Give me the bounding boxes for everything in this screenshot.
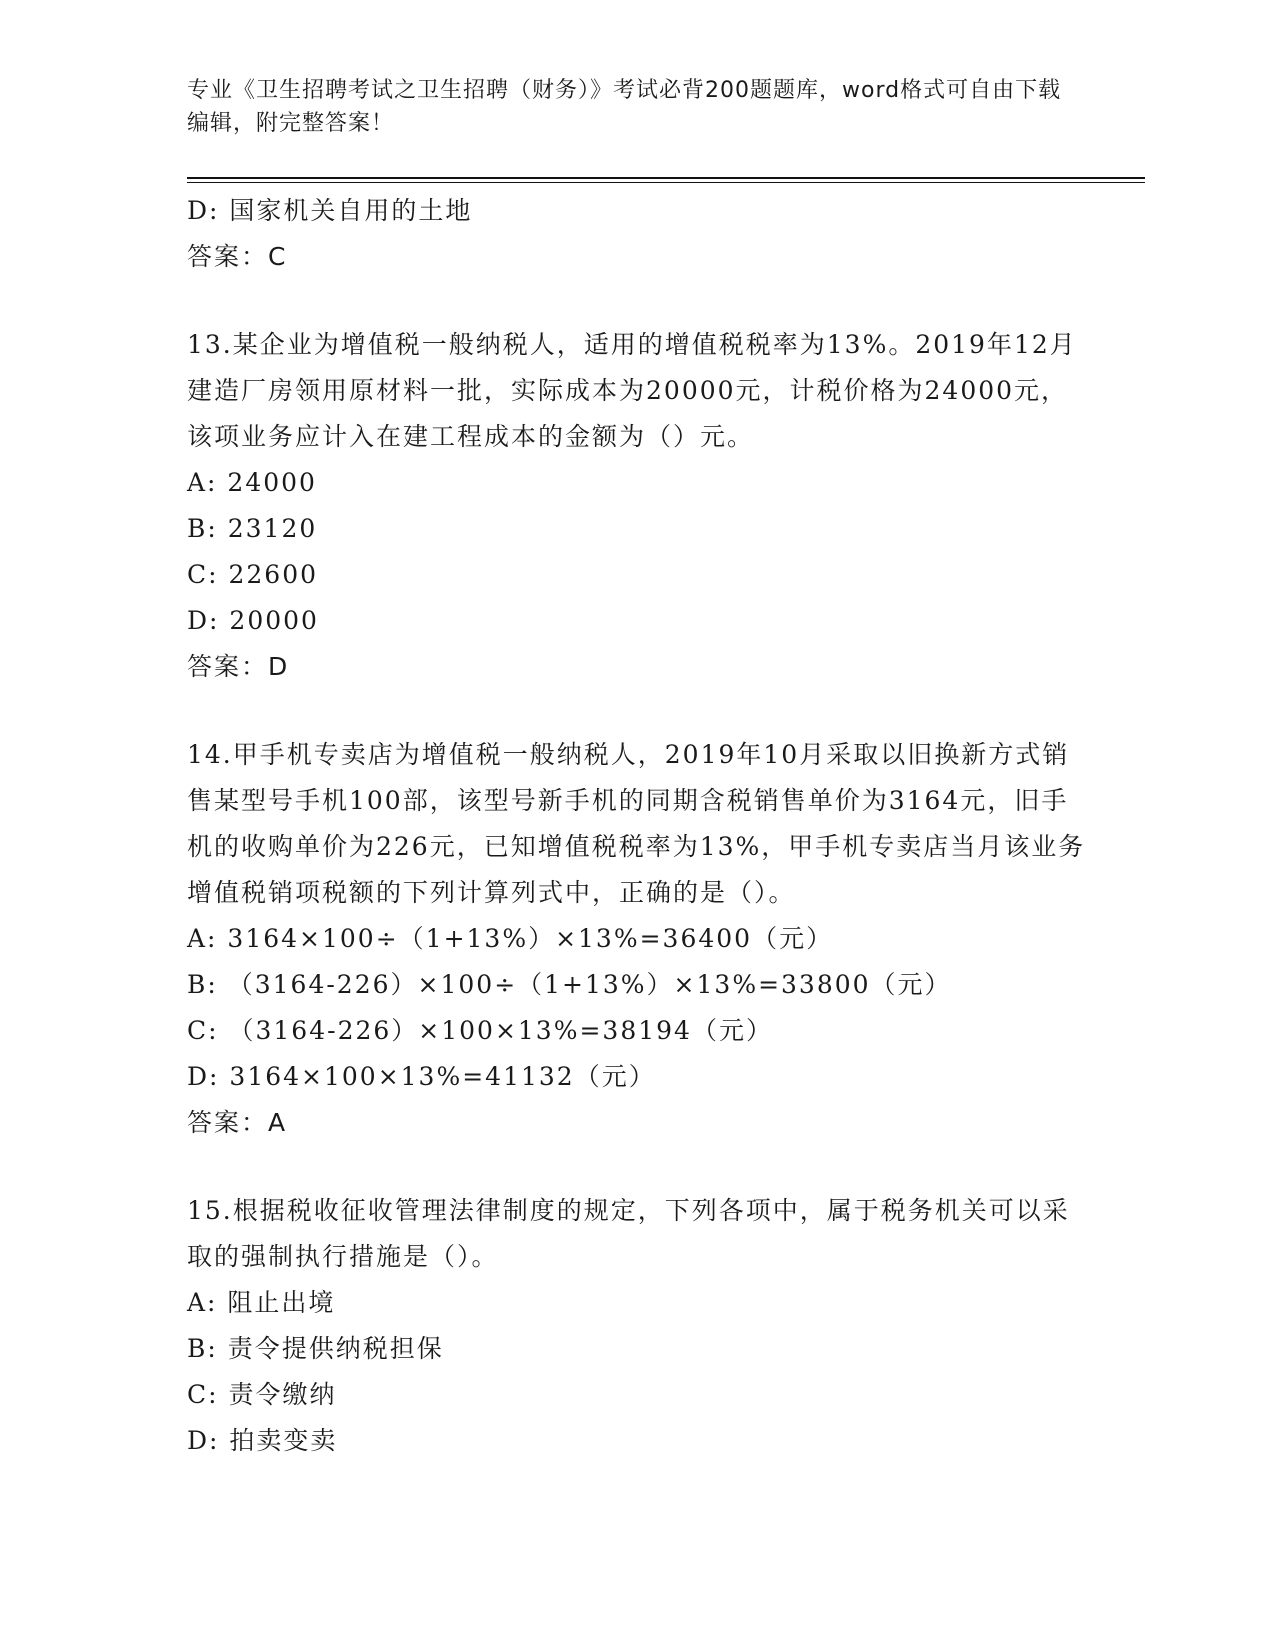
option-c: C: （3164-226）×100×13%=38194（元） xyxy=(187,1016,773,1045)
option-d: D: 拍卖变卖 xyxy=(187,1426,338,1455)
header-rule-thin xyxy=(187,182,1145,183)
document-header: 专业《卫生招聘考试之卫生招聘（财务）》考试必背200题题库，word格式可自由下载编辑，附完整答案！ xyxy=(187,78,1062,136)
question-14 xyxy=(187,732,1087,1146)
question-15 xyxy=(187,1188,1087,1464)
option-a: A: 3164×100÷（1+13%）×13%=36400（元） xyxy=(187,924,834,953)
answer-label: 答案：D xyxy=(187,652,290,681)
option-b: B: 23120 xyxy=(187,514,318,543)
option-d: D: 国家机关自用的土地 xyxy=(187,196,473,225)
answer-label: 答案：C xyxy=(187,242,288,271)
option-c: C: 22600 xyxy=(187,560,319,589)
option-c: C: 责令缴纳 xyxy=(187,1380,337,1409)
option-a: A: 阻止出境 xyxy=(187,1288,336,1317)
question-stem: 15.根据税收征收管理法律制度的规定，下列各项中，属于税务机关可以采取的强制执行措施是（）。 xyxy=(187,1196,1070,1271)
option-b: B: （3164-226）×100÷（1+13%）×13%=33800（元） xyxy=(187,970,952,999)
answer-label: 答案：A xyxy=(187,1108,288,1137)
option-a: A: 24000 xyxy=(187,468,317,497)
question-stem: 14.甲手机专卖店为增值税一般纳税人，2019年10月采取以旧换新方式销售某型号手机100部，该型号新手机的同期含税销售单价为3164元，旧手机的收购单价为226元，已知增值税税率为13%，甲手机专卖店当月该业务增值税销项税额的下列计算列式中，正确的是（）。 xyxy=(187,740,1086,907)
option-d: D: 20000 xyxy=(187,606,319,635)
option-b: B: 责令提供纳税担保 xyxy=(187,1334,444,1363)
header-rule-thick xyxy=(187,177,1145,179)
question-13 xyxy=(187,322,1087,690)
question-stem: 13.某企业为增值税一般纳税人，适用的增值税税率为13%。2019年12月建造厂房领用原材料一批，实际成本为20000元，计税价格为24000元，该项业务应计入在建工程成本的金额为（）元。 xyxy=(187,330,1077,451)
question-content xyxy=(187,188,1087,1464)
option-d: D: 3164×100×13%=41132（元） xyxy=(187,1062,656,1091)
